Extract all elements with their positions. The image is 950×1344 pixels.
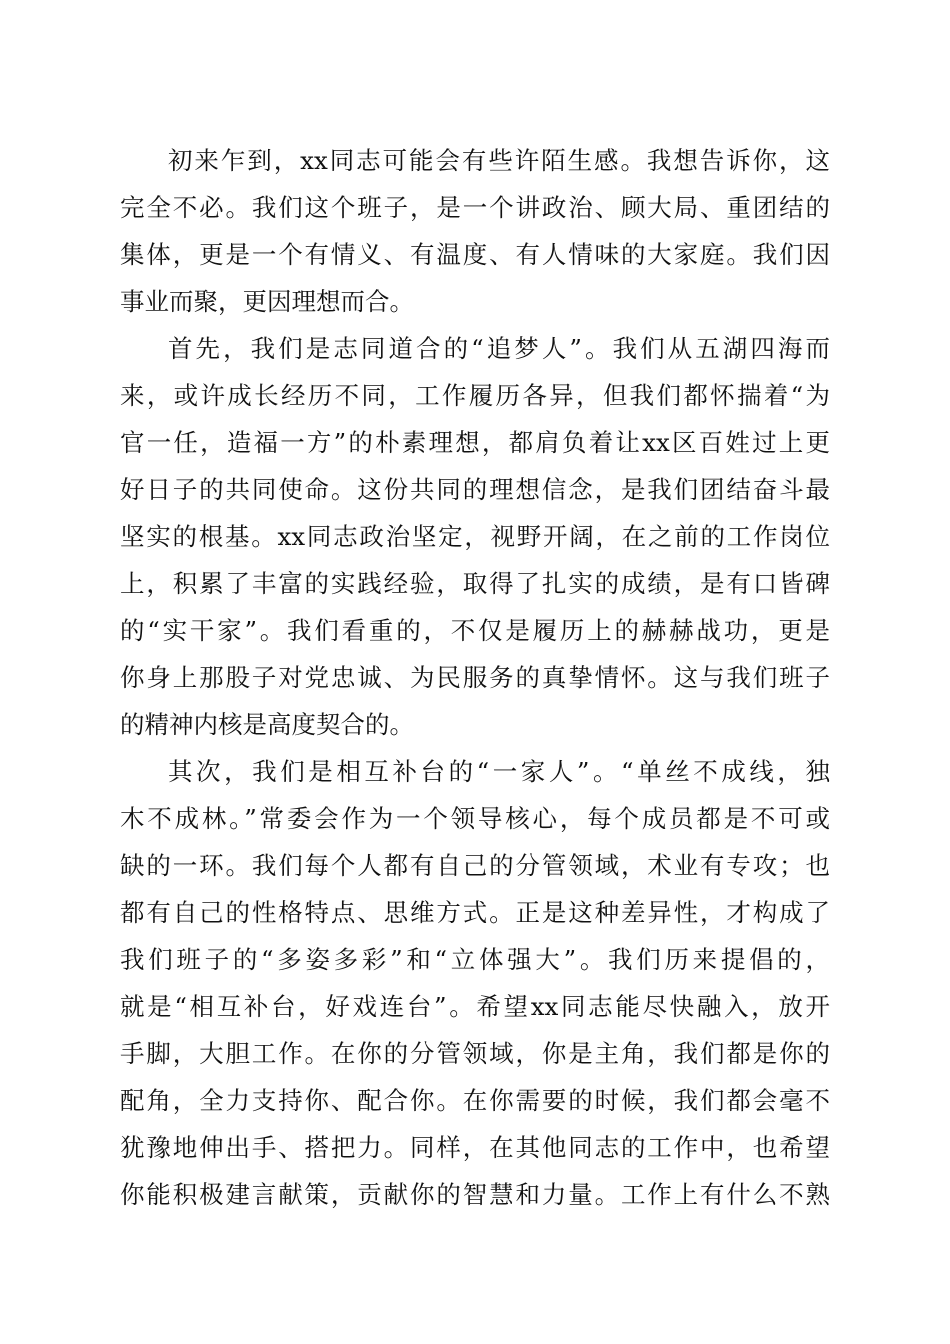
paragraph-1-line-4: 事业而聚，更因理想而合。	[120, 287, 414, 316]
paragraph-3-line-2: 木不成林。”常委会作为一个领导核心，每个成员都是不可或	[120, 804, 830, 833]
paragraph-1-line-3: 集体，更是一个有情义、有温度、有人情味的大家庭。我们因	[120, 240, 830, 269]
paragraph-3-line-10: 你能积极建言献策，贡献你的智慧和力量。工作上有什么不熟	[120, 1180, 830, 1209]
paragraph-2-line-3: 官一任，造福一方”的朴素理想，都肩负着让xx区百姓过上更	[120, 428, 830, 457]
paragraph-2-line-5: 坚实的根基。xx同志政治坚定，视野开阔，在之前的工作岗位	[120, 522, 830, 551]
paragraph-2-line-2: 来，或许成长经历不同，工作履历各异，但我们都怀揣着“为	[120, 381, 830, 410]
paragraph-3-line-5: 我们班子的“多姿多彩”和“立体强大”。我们历来提倡的，	[120, 945, 830, 974]
paragraph-1-line-2: 完全不必。我们这个班子，是一个讲政治、顾大局、重团结的	[120, 193, 830, 222]
paragraph-2-line-6: 上，积累了丰富的实践经验，取得了扎实的成绩，是有口皆碑	[120, 569, 830, 598]
paragraph-3-line-3: 缺的一环。我们每个人都有自己的分管领域，术业有专攻；也	[120, 851, 830, 880]
paragraph-3-line-4: 都有自己的性格特点、思维方式。正是这种差异性，才构成了	[120, 898, 830, 927]
paragraph-2-line-7: 的“实干家”。我们看重的，不仅是履历上的赫赫战功，更是	[120, 616, 830, 645]
paragraph-2-line-1: 首先，我们是志同道合的“追梦人”。我们从五湖四海而	[168, 334, 830, 363]
paragraph-3-line-6: 就是“相互补台，好戏连台”。希望xx同志能尽快融入，放开	[120, 992, 830, 1021]
paragraph-3-line-1: 其次，我们是相互补台的“一家人”。“单丝不成线，独	[168, 757, 830, 786]
paragraph-1-line-1: 初来乍到，xx同志可能会有些许陌生感。我想告诉你，这	[168, 146, 830, 175]
paragraph-2-line-8: 你身上那股子对党忠诚、为民服务的真挚情怀。这与我们班子	[120, 663, 830, 692]
paragraph-3-line-8: 配角，全力支持你、配合你。在你需要的时候，我们都会毫不	[120, 1086, 830, 1115]
paragraph-3-line-9: 犹豫地伸出手、搭把力。同样，在其他同志的工作中，也希望	[120, 1133, 830, 1162]
paragraph-2-line-4: 好日子的共同使命。这份共同的理想信念，是我们团结奋斗最	[120, 475, 830, 504]
paragraph-2-line-9: 的精神内核是高度契合的。	[120, 710, 414, 739]
paragraph-3-line-7: 手脚，大胆工作。在你的分管领域，你是主角，我们都是你的	[120, 1039, 830, 1068]
